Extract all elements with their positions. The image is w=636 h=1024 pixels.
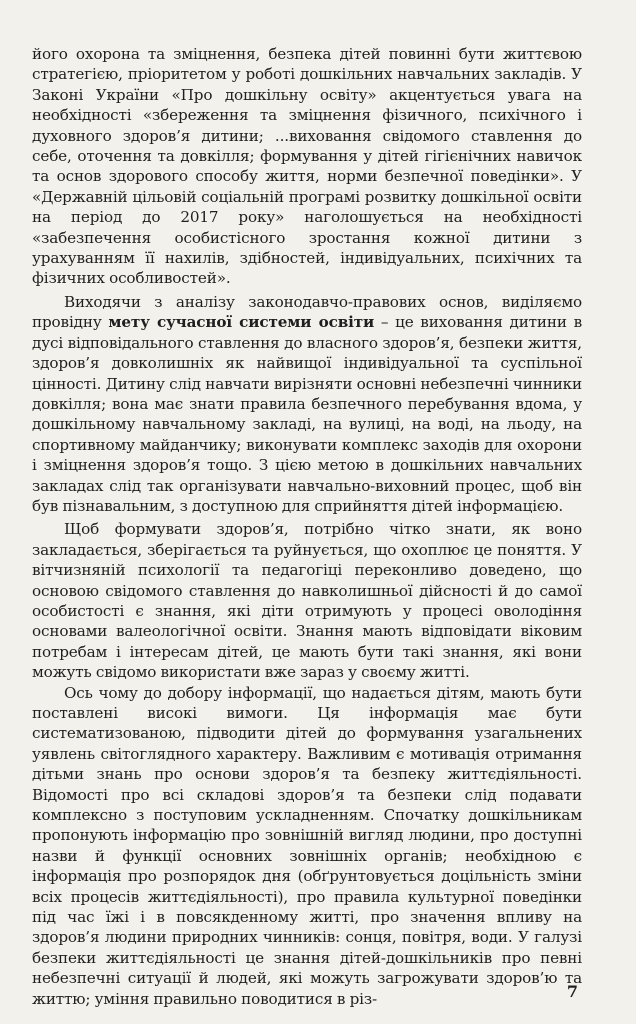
paragraph: Щоб формувати здоров’я, потрібно чітко знати, як воно закладається, зберігається та руйнується, що охоплює це поняття. У вітчизняній психології та педагогіці переконливо доведено, що основою свідомого ставлення до навколишньої дійсності й до самої особистості є знання, які діти отримують у процесі оволодіння основами валеологічної освіти. Знання мають відповідати віковим потребам і інтересам дітей, це мають бути такі знання, які вони можуть свідомо використати вже зараз у своєму житті. [32, 520, 582, 682]
page-number: 7 [566, 982, 578, 1001]
paragraph [32, 292, 582, 516]
paragraph-text: Виходячи з аналізу законодавчо-правових основ, виділяємо провідну [32, 292, 582, 332]
paragraph-text: – це виховання дитини в дусі відповідального ставлення до власного здоров’я, безпеки життя, здоров’я довколишніх як найвищої індивідуальної та суспільної цінності. Дитину слід навчати вирізняти основні небезпечні чинники довкілля; вона має знати правила безпечного перебування вдома, у дошкільному навчальному закладі, на вулиці, на воді, на льоду, на спортивному майданчику; виконувати комплекс заходів для охорони і зміцнення здоров’я тощо. З цією метою в дошкільних навчальних закладах слід так організувати навчально-виховний процес, щоб він був пізнавальним, з доступною для сприйняття дітей інформацією. [32, 313, 583, 515]
bold-term: мету сучасної системи освіти [108, 313, 375, 332]
paragraph: його охорона та зміцнення, безпека дітей повинні бути життєвою стратегією, пріоритетом у роботі дошкільних навчальних закладів. У Законі України «Про дошкільну освіту» акцентується увага на необхідності «збереження та зміцнення фізичного, психічного і духовного здоров’я дитини; ...виховання свідомого ставлення до себе, оточення та довкілля; формування у дітей гігієнічних навичок та основ здорового способу життя, норми безпечної поведінки». У «Державній цільовій соціальній програмі розвитку дошкільної освіти на період до 2017 року» наголошується на необхідності «забезпечення особистісного зростання кожної дитини з урахуванням її нахилів, здібностей, індивідуальних, психічних та фізичних особливостей». [32, 45, 582, 288]
paragraph: Ось чому до добору інформації, що надається дітям, мають бути поставлені високі вимоги. Ця інформація має бути систематизованою, підводити дітей до формування узагальнених уявлень світоглядного характеру. Важливим є мотивація отримання дітьми знань про основи здоров’я та безпеку життєдіяльності. Відомості про всі складові здоров’я та безпеки слід подавати комплексно з поступовим ускладненням. Спочатку дошкільникам пропонують інформацію про зовнішній вигляд людини, про доступні назви й функції основних зовнішніх органів; необхідною є інформація про розпорядок дня (обґрунтовується доцільність зміни всіх процесів життєдіяльності), про правила культурної поведінки під час їжі і в повсякденному житті, про значення впливу на здоров’я людини природних чинників: сонця, повітря, води. У галузі безпеки життєдіяльності це знання дітей-дошкільників про певні небезпечні ситуації й людей, які можуть загрожувати здоров’ю та життю; уміння правильно поводитися в різ- [32, 683, 582, 1008]
